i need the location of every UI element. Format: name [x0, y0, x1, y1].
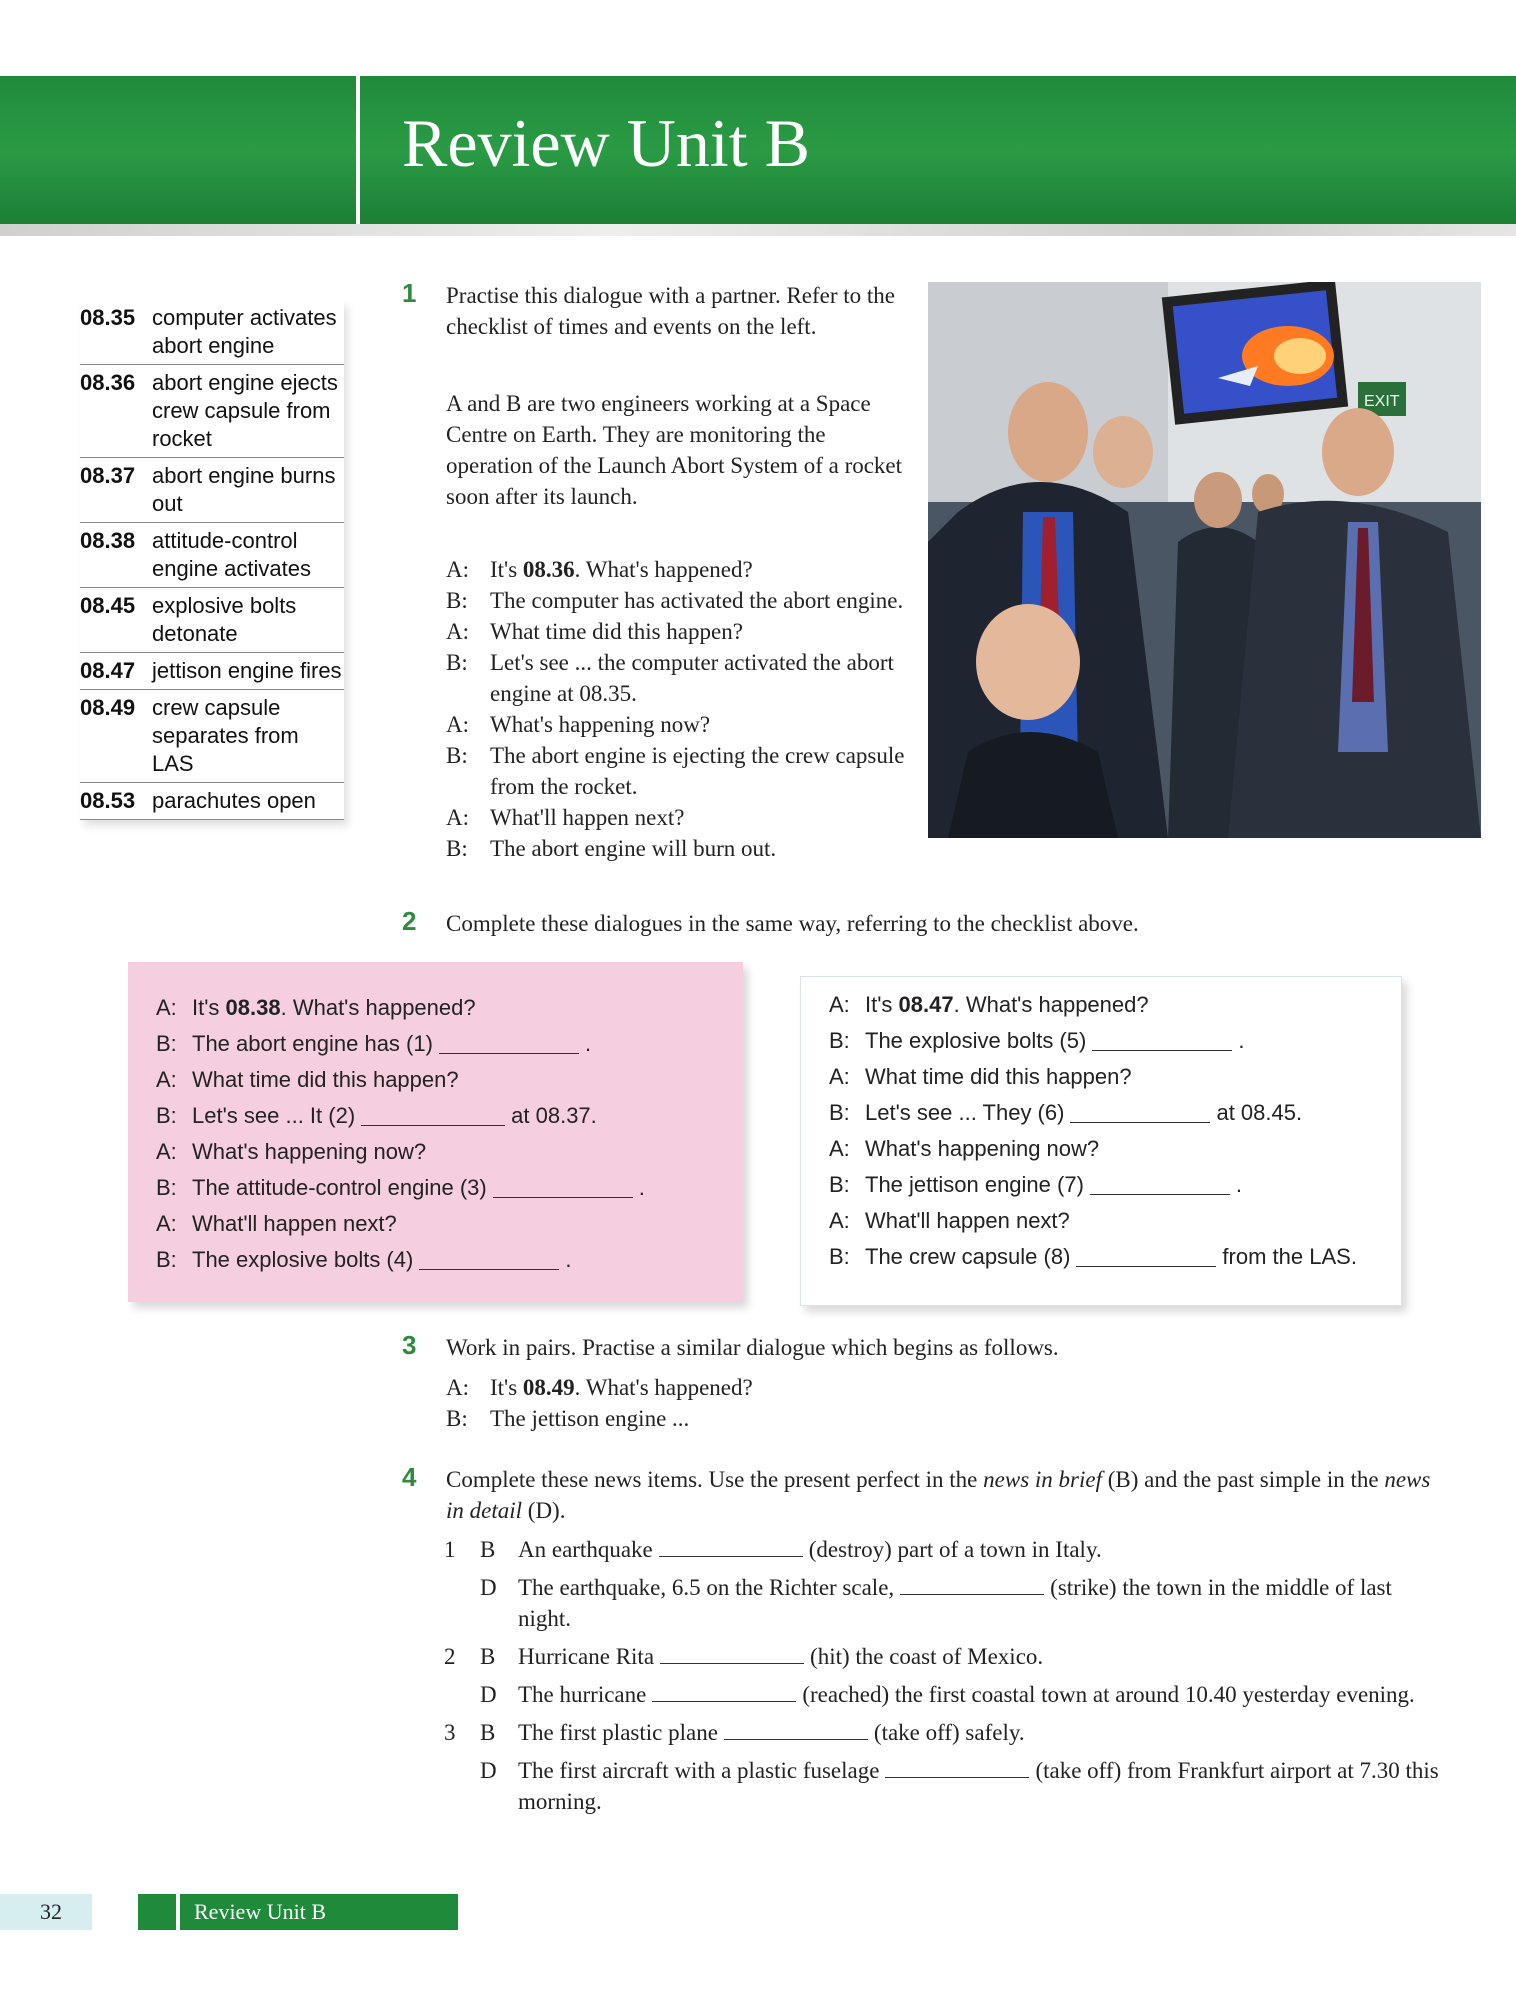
box-text: The explosive bolts (4) [192, 1247, 414, 1272]
item-text-pre: The first plastic plane [518, 1720, 718, 1745]
item-letter: D [480, 1758, 497, 1783]
answer-blank-4[interactable] [419, 1251, 559, 1270]
box-text [865, 992, 1149, 1018]
control-room-illustration [928, 282, 1481, 838]
exercise-4-instruction [446, 1464, 1446, 1526]
box-text-after: . [565, 1247, 572, 1272]
box-line [801, 1167, 1401, 1203]
item-text-pre: The first aircraft with a plastic fuselage [518, 1758, 880, 1783]
item-letter: D [480, 1682, 497, 1707]
dialogue-time: 08.47 [898, 992, 954, 1017]
checklist-row [80, 783, 344, 820]
item-number [444, 1572, 480, 1634]
checklist-event: abort engine ejects crew capsule from rocket [152, 370, 338, 451]
svg-text:EXIT: EXIT [1364, 393, 1400, 410]
speaker-label: A: [156, 1211, 177, 1236]
dialogue-text-post: . What's happened? [574, 557, 753, 582]
item-number: 1 [444, 1537, 456, 1562]
item-letter: B [480, 1537, 496, 1562]
dialogue-line [446, 1403, 1046, 1434]
speaker-label: B: [829, 1100, 850, 1125]
speaker-label: A: [829, 1208, 850, 1233]
dialogue-line [446, 709, 906, 740]
checklist-time: 08.45 [80, 593, 136, 618]
item-text-pre: Hurricane Rita [518, 1644, 655, 1669]
speaker-label: A: [446, 805, 469, 830]
instruction-part: (D). [522, 1498, 566, 1523]
box-text: What's happening now? [865, 1136, 1100, 1161]
box-line [128, 990, 743, 1026]
box-text [192, 995, 476, 1021]
checklist-event: jettison engine fires [152, 658, 342, 683]
box-line [801, 1239, 1401, 1275]
checklist-sidebar [80, 300, 344, 820]
speaker-label: B: [156, 1031, 177, 1056]
box-line [128, 1242, 743, 1278]
footer-unit-label: Review Unit B [138, 1894, 458, 1930]
box-text-after: . [638, 1175, 645, 1200]
item-text-post: (reached) the first coastal town at around 10.40 yesterday evening. [802, 1682, 1415, 1707]
dialogue-text: Let's see ... the computer activated the abort engine at 08.35. [490, 650, 894, 706]
item-text [518, 1572, 1448, 1634]
news-item [444, 1572, 1448, 1634]
box-line [801, 1203, 1401, 1239]
speaker-label: B: [156, 1175, 177, 1200]
answer-blank-1[interactable] [439, 1035, 579, 1054]
speaker-label: B: [446, 743, 468, 768]
news-item [444, 1717, 1448, 1748]
footer-divider [176, 1894, 180, 1930]
speaker-label: A: [446, 712, 469, 737]
control-room-photo [928, 282, 1481, 838]
dialogue-text [490, 554, 906, 585]
speaker-label: A: [156, 995, 177, 1020]
item-text-pre: The hurricane [518, 1682, 647, 1707]
news-answer-blank[interactable] [885, 1759, 1029, 1778]
speaker-label: B: [446, 1406, 468, 1431]
speaker-label: A: [446, 619, 469, 644]
dialogue-line [446, 585, 906, 616]
speaker-label: A: [829, 1136, 850, 1161]
dialogue-line [446, 647, 906, 709]
banner-divider [356, 76, 360, 236]
item-text-post: (destroy) part of a town in Italy. [808, 1537, 1102, 1562]
box-text: The attitude-control engine (3) [192, 1175, 487, 1200]
item-text-post: (strike) the town in the middle of last night. [518, 1575, 1392, 1631]
item-text [518, 1641, 1448, 1672]
dialogue-text: What time did this happen? [490, 619, 743, 644]
answer-blank-5[interactable] [1092, 1032, 1232, 1051]
item-text [518, 1717, 1448, 1748]
box-text: What time did this happen? [192, 1067, 459, 1092]
item-number: 3 [444, 1720, 456, 1745]
speaker-label: A: [446, 1375, 469, 1400]
box-line [801, 1059, 1401, 1095]
exercise-4-number: 4 [402, 1462, 417, 1492]
exercise-1-instruction: Practise this dialogue with a partner. Refer to the checklist of times and events on the left. [446, 283, 896, 339]
page-number: 32 [0, 1894, 92, 1930]
page-title: Review Unit B [402, 105, 810, 181]
box-text: The abort engine has (1) [192, 1031, 433, 1056]
box-text-pre: It's [192, 995, 226, 1020]
speaker-label: B: [446, 650, 468, 675]
box-line [128, 1206, 743, 1242]
checklist-row [80, 365, 344, 458]
dialogue-line [446, 833, 906, 864]
exercise-3-instruction: Work in pairs. Practise a similar dialogue which begins as follows. [446, 1335, 1059, 1360]
checklist-time: 08.36 [80, 370, 136, 395]
speaker-label: B: [829, 1244, 850, 1269]
box-text-after: . [584, 1031, 592, 1056]
dialogue-text: What's happening now? [490, 712, 711, 737]
checklist-time: 08.47 [80, 658, 136, 683]
instruction-emphasis: news in detail [446, 1467, 1431, 1523]
news-items [444, 1534, 1448, 1824]
answer-blank-6[interactable] [1070, 1104, 1210, 1123]
checklist-event: abort engine burns out [152, 463, 336, 516]
answer-blank-7[interactable] [1090, 1176, 1230, 1195]
speaker-label: A: [829, 992, 850, 1017]
dialogue-line [446, 802, 906, 833]
checklist-time: 08.53 [80, 788, 136, 813]
dialogue-text: The computer has activated the abort engine. [490, 588, 904, 613]
exercise-1-context: A and B are two engineers working at a Space Centre on Earth. They are monitoring the operation of the Launch Abort System of a rocket soon after its launch. [446, 391, 903, 509]
checklist-event: parachutes open [152, 788, 316, 813]
answer-blank-8[interactable] [1076, 1248, 1216, 1267]
instruction-part: Complete these news items. Use the present perfect in the [446, 1467, 984, 1492]
answer-blank-2[interactable] [361, 1107, 505, 1126]
dialogue-box-b [800, 976, 1402, 1306]
news-item [444, 1641, 1448, 1672]
box-text-after: . [1235, 1172, 1243, 1197]
box-text-after: at 08.37. [511, 1103, 597, 1128]
news-item [444, 1534, 1448, 1565]
checklist-row [80, 523, 344, 588]
checklist-event: computer activates abort engine [152, 305, 337, 358]
box-line [801, 1131, 1401, 1167]
speaker-label: B: [156, 1103, 177, 1128]
checklist-time: 08.37 [80, 463, 136, 488]
item-text-post: (take off) from Frankfurt airport at 7.30 this morning. [518, 1758, 1439, 1814]
checklist-row [80, 300, 344, 365]
banner-strip [0, 224, 1516, 236]
news-answer-blank[interactable] [900, 1576, 1044, 1595]
box-text: The explosive bolts (5) [865, 1028, 1087, 1053]
dialogue-line [446, 554, 906, 585]
checklist-row [80, 588, 344, 653]
box-line [801, 987, 1401, 1023]
item-letter: B [480, 1644, 496, 1669]
item-letter: D [480, 1575, 497, 1600]
dialogue-text-post: . What's happened? [574, 1375, 753, 1400]
exercise-1-number: 1 [402, 278, 417, 308]
box-text: What's happening now? [192, 1139, 427, 1164]
speaker-label: A: [156, 1067, 177, 1092]
checklist-event: attitude-control engine activates [152, 528, 311, 581]
checklist-time: 08.49 [80, 695, 136, 720]
news-answer-blank[interactable] [659, 1538, 803, 1557]
item-letter: B [480, 1720, 496, 1745]
dialogue-text-pre: It's [490, 557, 523, 582]
answer-blank-3[interactable] [493, 1179, 633, 1198]
item-text-post: (take off) safely. [873, 1720, 1025, 1745]
dialogue-text: The abort engine will burn out. [490, 836, 777, 861]
box-text: The crew capsule (8) [865, 1244, 1071, 1269]
instruction-emphasis: news in brief [983, 1467, 1102, 1492]
box-text-after: . [1238, 1028, 1245, 1053]
exercise-3-dialogue [446, 1372, 1046, 1434]
box-text-after: from the LAS. [1222, 1244, 1357, 1269]
box-text-after: at 08.45. [1216, 1100, 1303, 1125]
item-text-pre: An earthquake [518, 1537, 653, 1562]
dialogue-time: 08.36 [522, 557, 575, 582]
dialogue-line [446, 616, 906, 647]
box-text-pre: It's [865, 992, 899, 1017]
news-answer-blank[interactable] [652, 1683, 796, 1702]
exercise-2-instruction: Complete these dialogues in the same way, referring to the checklist above. [446, 911, 1139, 936]
checklist-row [80, 653, 344, 690]
checklist-event: crew capsule separates from LAS [152, 695, 299, 776]
dialogue-text-pre: It's [490, 1375, 523, 1400]
speaker-label: B: [829, 1028, 850, 1053]
news-answer-blank[interactable] [724, 1721, 868, 1740]
speaker-label: A: [156, 1139, 177, 1164]
box-text-post: . What's happened? [280, 995, 476, 1020]
box-line [128, 1098, 743, 1134]
speaker-label: B: [829, 1172, 850, 1197]
dialogue-text: The abort engine is ejecting the crew capsule from the rocket. [490, 743, 905, 799]
speaker-label: A: [829, 1064, 850, 1089]
speaker-label: A: [446, 557, 469, 582]
speaker-label: B: [446, 588, 468, 613]
exercise-2-number: 2 [402, 906, 417, 936]
dialogue-box-a [128, 962, 743, 1302]
box-line [128, 1170, 743, 1206]
box-text: What'll happen next? [865, 1208, 1070, 1233]
dialogue-line [446, 740, 906, 802]
speaker-label: B: [156, 1247, 177, 1272]
checklist-row [80, 690, 344, 783]
dialogue-line [446, 1372, 1046, 1403]
box-line [128, 1134, 743, 1170]
exercise-3-number: 3 [402, 1330, 417, 1360]
box-text: Let's see ... They (6) [865, 1100, 1065, 1125]
monitor-screen [1162, 282, 1348, 425]
box-line [128, 1062, 743, 1098]
box-text-post: . What's happened? [953, 992, 1149, 1017]
box-text: Let's see ... It (2) [192, 1103, 356, 1128]
dialogue-time: 08.38 [225, 995, 281, 1020]
checklist-time: 08.35 [80, 305, 136, 330]
item-text [518, 1679, 1448, 1710]
checklist-time: 08.38 [80, 528, 136, 553]
news-item [444, 1755, 1448, 1817]
box-line [801, 1095, 1401, 1131]
dialogue-text [490, 1372, 1046, 1403]
item-number [444, 1755, 480, 1817]
item-number: 2 [444, 1644, 456, 1669]
box-text: The jettison engine (7) [865, 1172, 1084, 1197]
news-answer-blank[interactable] [660, 1645, 804, 1664]
dialogue-text: The jettison engine ... [490, 1406, 690, 1431]
box-line [801, 1023, 1401, 1059]
item-text [518, 1534, 1448, 1565]
news-item [444, 1679, 1448, 1710]
dialogue-text: What'll happen next? [490, 805, 685, 830]
checklist-row [80, 458, 344, 523]
box-line [128, 1026, 743, 1062]
speaker-label: B: [446, 836, 468, 861]
item-text-pre: The earthquake, 6.5 on the Richter scale, [518, 1575, 895, 1600]
box-text: What'll happen next? [192, 1211, 397, 1236]
checklist-event: explosive bolts detonate [152, 593, 297, 646]
item-number [444, 1679, 480, 1710]
box-text: What time did this happen? [865, 1064, 1132, 1089]
exercise-1-dialogue [446, 554, 906, 864]
item-text-post: (hit) the coast of Mexico. [810, 1644, 1044, 1669]
instruction-part: (B) and the past simple in the [1102, 1467, 1385, 1492]
item-text [518, 1755, 1448, 1817]
dialogue-time: 08.49 [522, 1375, 575, 1400]
